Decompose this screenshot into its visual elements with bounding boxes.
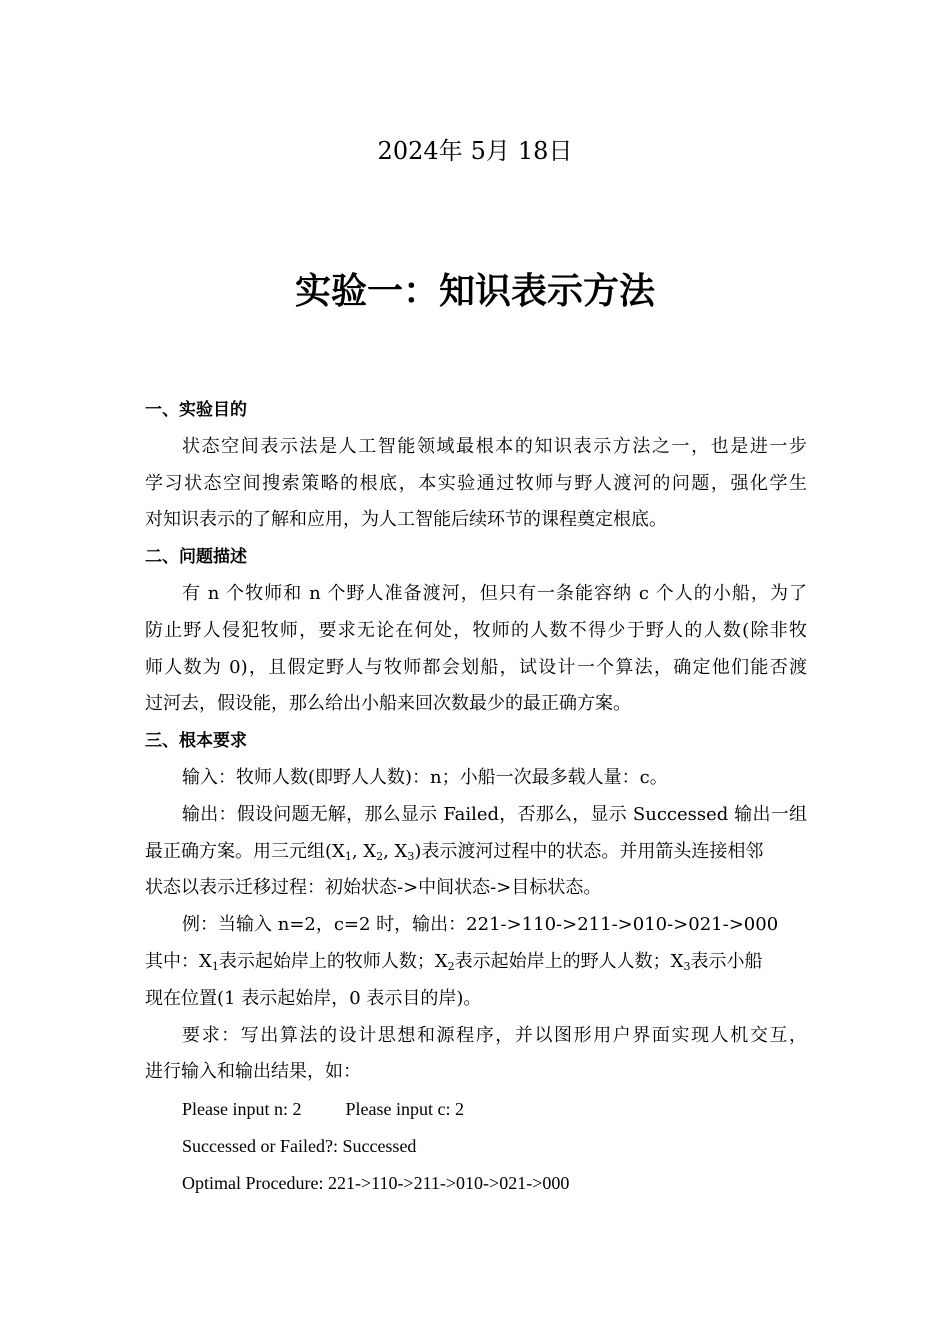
variable-definition (145, 944, 807, 981)
paragraph-line: 防止野人侵犯牧师，要求无论在何处，牧师的人数不得少于野人的人数(除非牧 (145, 619, 807, 641)
demo-input-line (145, 1091, 807, 1128)
paragraph-line: 过河去，假设能，那么给出小船来回次数最少的最正确方案。 (145, 693, 631, 715)
text-fragment: )表示渡河过程中的状态。并用箭头连接相邻 (414, 840, 764, 862)
subscript-1: 1 (344, 849, 352, 863)
subscript-1: 1 (211, 959, 219, 973)
demo-input-c: Please input c: 2 (345, 1099, 464, 1120)
text-fragment: 其中：X (145, 950, 212, 972)
paragraph-line: 学习状态空间搜索策略的根底，本实验通过牧师与野人渡河的问题，强化学生 (145, 472, 807, 494)
requirement-line: 要求：写出算法的设计思想和源程序，并以图形用户界面实现人机交互， (182, 1024, 807, 1046)
date-month: 5 (470, 137, 486, 165)
section-heading-problem: 二、问题描述 (145, 547, 247, 568)
demo-procedure-line: Optimal Procedure: 221->110->211->010->021->000 (182, 1172, 570, 1193)
subscript-2: 2 (447, 959, 455, 973)
subscript-2: 2 (376, 849, 384, 863)
input-description: 输入：牧师人数(即野人人数)：n；小船一次最多载人量：c。 (182, 766, 668, 788)
text-fragment: 表示小船 (690, 950, 763, 972)
text-fragment: , X (383, 840, 408, 862)
page-title: 实验一：知识表示方法 (294, 270, 655, 312)
paragraph-line: 进行输入和输出结果，如： (145, 1061, 361, 1083)
section-heading-purpose: 一、实验目的 (145, 400, 247, 420)
subscript-3: 3 (407, 849, 415, 863)
paragraph-line: 对知识表示的了解和应用，为人工智能后续环节的课程奠定根底。 (145, 509, 667, 531)
text-fragment: , X (351, 840, 377, 862)
demo-input-n: Please input n: 2 (182, 1099, 302, 1120)
demo-result-line: Successed or Failed?: Successed (182, 1135, 417, 1156)
text-fragment: 表示起始岸上的野人人数；X (454, 950, 684, 972)
paragraph-line: 状态空间表示法是人工智能领域最根本的知识表示方法之一，也是进一步 (182, 435, 807, 457)
text-fragment: 表示起始岸上的牧师人数；X (218, 950, 448, 972)
report-date (0, 134, 950, 168)
paragraph-line: 师人数为 0)，且假定野人与牧师都会划船，试设计一个算法，确定他们能否渡 (145, 656, 807, 678)
output-description-triple (145, 834, 807, 871)
paragraph-line: 现在位置(1 表示起始岸，0 表示目的岸)。 (145, 987, 482, 1009)
output-description: 输出：假设问题无解，那么显示 Failed，否那么，显示 Successed 输出一组 (182, 803, 807, 825)
example-line: 例：当输入 n=2，c=2 时，输出：221->110->211->010->021->000 (182, 914, 779, 936)
section-heading-requirements: 三、根本要求 (145, 731, 247, 752)
paragraph-line: 有 n 个牧师和 n 个野人准备渡河，但只有一条能容纳 c 个人的小船，为了 (182, 582, 807, 604)
date-month-unit: 月 (485, 137, 510, 165)
date-day-unit: 日 (548, 137, 573, 165)
date-day: 18 (517, 137, 549, 165)
subscript-3: 3 (683, 959, 691, 973)
paragraph-line: 状态以表示迁移过程：初始状态->中间状态->目标状态。 (145, 877, 602, 899)
document-body (145, 392, 807, 1202)
date-year-unit: 年 (438, 137, 463, 165)
date-year: 2024 (377, 137, 439, 165)
text-fragment: 最正确方案。用三元组(X (145, 840, 345, 862)
